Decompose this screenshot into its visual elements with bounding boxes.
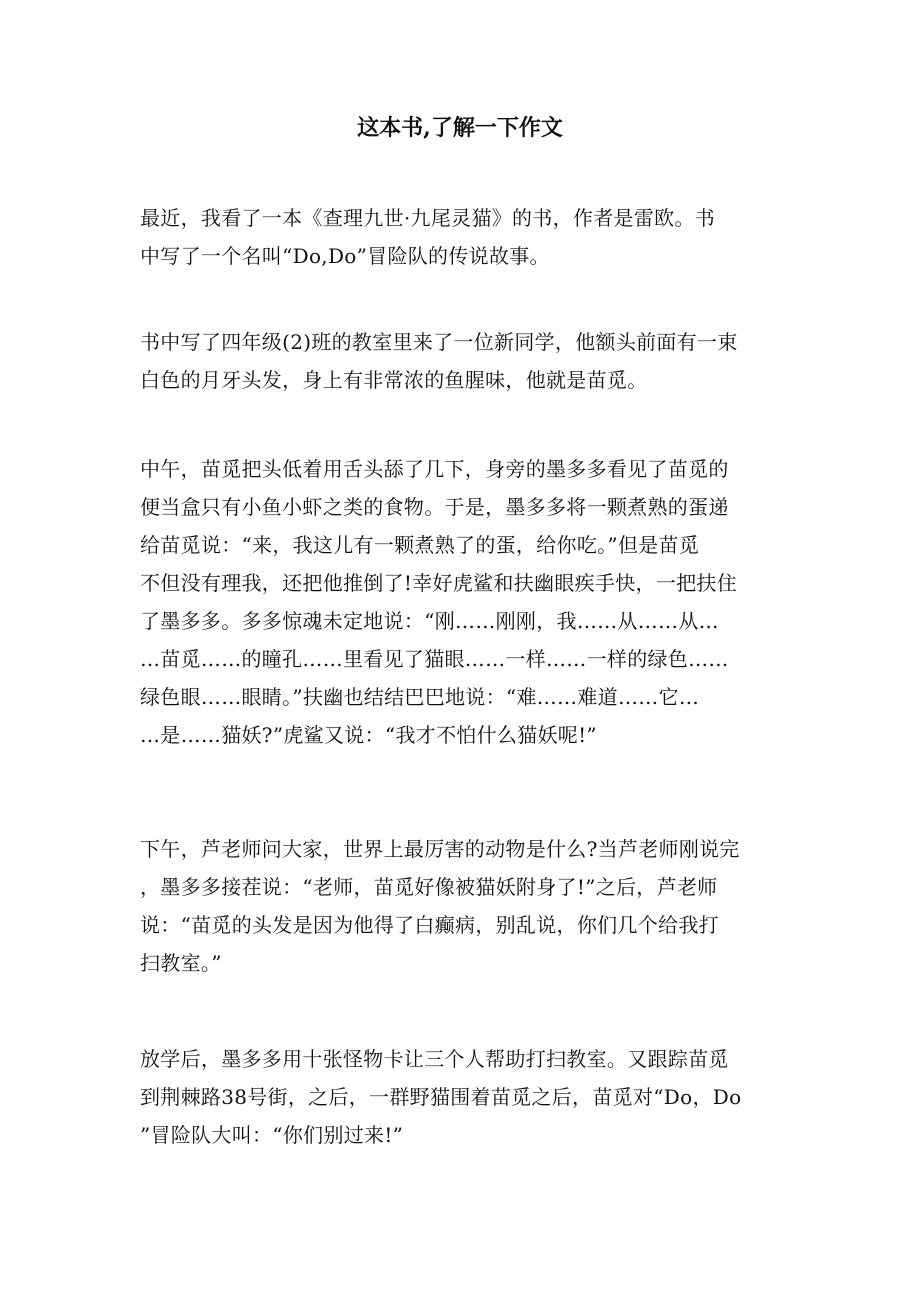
text-line: 下午，芦老师问大家，世界上最厉害的动物是什么?当芦老师刚说完 (140, 837, 740, 861)
text-line: 书中写了四年级(2)班的教室里来了一位新同学，他额头前面有一束 (140, 330, 738, 354)
text-line: 绿色眼……眼睛。”扶幽也结结巴巴地说：“难……难道……它… (140, 685, 700, 709)
text-line: …是……猫妖?”虎鲨又说：“我才不怕什么猫妖呢!” (140, 723, 597, 747)
text-line: 便当盒只有小鱼小虾之类的食物。于是，墨多多将一颗煮熟的蛋递 (140, 495, 729, 519)
paragraph-1 (140, 199, 780, 275)
paragraph-3 (140, 450, 780, 754)
text-line: 了墨多多。多多惊魂未定地说：“刚……刚刚，我……从……从… (140, 609, 719, 633)
paragraph-4 (140, 830, 780, 982)
text-line: ，墨多多接茬说：“老师，苗觅好像被猫妖附身了!”之后，芦老师 (140, 875, 718, 899)
text-line: 放学后，墨多多用十张怪物卡让三个人帮助打扫教室。又跟踪苗觅 (140, 1047, 729, 1071)
paragraph-5 (140, 1040, 780, 1154)
paragraph-2 (140, 323, 780, 399)
text-line: 说：“苗觅的头发是因为他得了白癫病，别乱说，你们几个给我打 (140, 913, 719, 937)
text-line: 给苗觅说：“来，我这儿有一颗煮熟了的蛋，给你吃。”但是苗觅 (140, 533, 700, 557)
text-line: …苗觅……的瞳孔……里看见了猫眼……一样……一样的绿色…… (140, 647, 729, 671)
text-line: ”冒险队大叫：“你们别过来!” (140, 1123, 404, 1147)
text-line: 最近，我看了一本《查理九世·九尾灵猫》的书，作者是雷欧。书 (140, 206, 716, 230)
page-title: 这本书,了解一下作文 (357, 115, 563, 141)
text-line: 扫教室。” (140, 951, 222, 975)
text-line: 白色的月牙头发，身上有非常浓的鱼腥味，他就是苗觅。 (140, 368, 648, 392)
text-line: 中写了一个名叫“Do,Do”冒险队的传说故事。 (140, 244, 550, 268)
text-line: 中午，苗觅把头低着用舌头舔了几下，身旁的墨多多看见了苗觅的 (140, 457, 729, 481)
text-line: 不但没有理我，还把他推倒了!幸好虎鲨和扶幽眼疾手快，一把扶住 (140, 571, 738, 595)
text-line: 到荆棘路38号街，之后，一群野猫围着苗觅之后，苗觅对“Do，Do (140, 1085, 742, 1109)
